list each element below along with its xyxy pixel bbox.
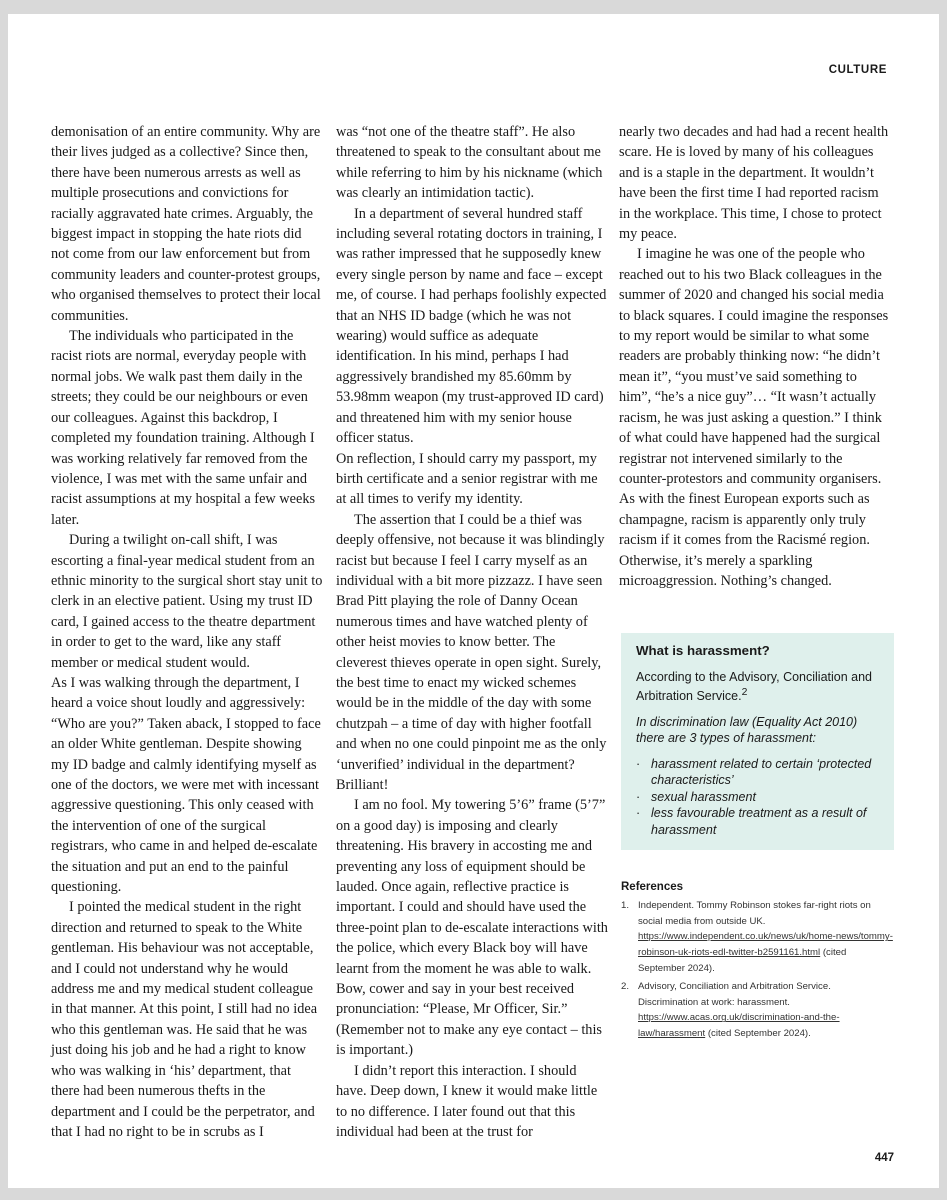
references-title: References bbox=[621, 881, 684, 893]
paragraph: I didn’t report this interaction. I should have. Deep down, I knew it would make little to no difference. I later found out that this individual had been at the trust for bbox=[336, 1062, 598, 1140]
reference-tail: (cited September 2024). bbox=[638, 947, 847, 974]
paragraph: The individuals who participated in the racist riots are normal, everyday people with normal jobs. We walk past them daily in the streets; they could be our neighbours or even our colleagues. Against this backdrop, I completed my foundation training. Although I was working relatively far removed from the violence, I was met with the same unfair and racist assumptions at my hospital a few weeks later. bbox=[51, 328, 316, 528]
reference-text: Independent. Tommy Robinson stokes far-right riots on social media from outside UK. bbox=[638, 899, 871, 927]
paragraph: As I was walking through the department, I heard a voice shout loudly and aggressively: “Who are you?” Taken aback, I stopped to face an older White gentleman. Despite showing my ID badge and calmly identifying myself as one of the doctors, we were met with incessant aggressive questioning. This only ceased with the intervention of one of the surgical registrars, who came in and helped de-escalate the situation and put an end to the painful questioning. bbox=[51, 674, 321, 896]
paragraph: was “not one of the theatre staff”. He also threatened to speak to the consultant about me while referring to him by his nickname (which was clearly an intimidation tactic). bbox=[336, 124, 603, 202]
article-column-2 bbox=[336, 122, 608, 1142]
reference-link[interactable]: https://www.acas.org.uk/discrimination-and-the-law/harassment bbox=[638, 1012, 840, 1040]
reference-number: 2. bbox=[621, 980, 630, 992]
reference-text: Advisory, Conciliation and Arbitration Service. Discrimination at work: harassment. bbox=[638, 980, 831, 1008]
paragraph: nearly two decades and had had a recent health scare. He is loved by many of his colleagues and is a staple in the department. It wouldn’t have been the first time I had reported racism in the workplace. This time, I chose to protect my peace. bbox=[619, 124, 889, 243]
harassment-info-box bbox=[621, 633, 894, 850]
info-box-law: In discrimination law (Equality Act 2010) there are 3 types of harassment: bbox=[636, 714, 858, 746]
paragraph: As with the finest European exports such as champagne, racism is apparently only truly racism if it comes from the Racismé region. Otherwise, it’s merely a sparkling microaggression. Nothing’s changed. bbox=[619, 491, 870, 589]
reference-number: 1. bbox=[621, 899, 630, 911]
reference-link[interactable]: https://www.independent.co.uk/news/uk/home-news/tommy-robinson-uk-riots-edl-twitter-b2591161.html bbox=[638, 931, 893, 959]
paragraph: During a twilight on-call shift, I was escorting a final-year medical student from an ethnic minority to the surgical short stay unit to clerk in an elective patient. Using my trust ID card, I gained access to the theatre department in order to get to the ward, like any staff member or medical student would. bbox=[51, 532, 323, 671]
paragraph: The assertion that I could be a thief was deeply offensive, not because it was blindingly racist but because I feel I carry myself as an individual with a bit more pizzazz. I have seen Brad Pitt playing the role of Danny Ocean numerous times and have watched plenty of other heist movies to know better. The cleverest thieves operate in open sight. Surely, the best time to enact my wicked schemes would be in the middle of the day with some chutzpah – a time of day with higher footfall and when no one could pinpoint me as the only ‘unverified’ individual in the department? Brilliant! bbox=[336, 511, 607, 793]
reference-item bbox=[621, 898, 893, 977]
list-item: · less favourable treatment as a result of harassment bbox=[636, 805, 881, 838]
harassment-types-list bbox=[636, 756, 881, 839]
page bbox=[8, 14, 939, 1188]
paragraph: I pointed the medical student in the right direction and returned to speak to the White gentleman. His behaviour was not acceptable, and I could not understand why he would address me and my medical student colleague in that manner. At this point, I still had no idea who this gentleman was. He said that he was just doing his job and he had a right to know who was walking in ‘his’ department, that there had been numerous thefts in the department and I could be the perpetrator, and that I had no right to be in scrubs as I bbox=[51, 899, 318, 1140]
info-box-title: What is harassment? bbox=[636, 643, 770, 658]
info-box-intro bbox=[636, 669, 881, 705]
paragraph: demonisation of an entire community. Why are their lives judged as a collective? Since then, there have been numerous arrests as well as multiple prosecutions and convictions for racially aggravated hate crimes. Arguably, the biggest impact in stopping the hate riots did not come from our law enforcement but from community leaders and counter-protest groups, who organised themselves to protect their local communities. bbox=[51, 124, 321, 324]
paragraph: I imagine he was one of the people who reached out to his two Black colleagues in the summer of 2020 and changed his social media to black squares. I could imagine the responses to my report would be similar to what some readers are probably thinking now: “he didn’t mean it”, “you must’ve said something to him”, “he’s a nice guy”… “It wasn’t actually racism, he was just asking a question.” I think of what could have happened had the surgical registrar not intervened similarly to the counter-protestors and community organisers. bbox=[619, 246, 889, 487]
article-column-3 bbox=[619, 122, 891, 591]
section-tag: CULTURE bbox=[828, 64, 887, 76]
references bbox=[621, 880, 893, 1044]
page-number: 447 bbox=[874, 1152, 894, 1164]
reference-item bbox=[621, 979, 893, 1042]
citation-superscript: 2 bbox=[741, 687, 748, 698]
paragraph: On reflection, I should carry my passport, my birth certificate and a senior registrar with me at all times to verify my identity. bbox=[336, 450, 598, 508]
paragraph: I am no fool. My towering 5’6” frame (5’7” on a good day) is imposing and clearly threatening. His bravery in accosting me and preventing any loss of equipment should be lauded. Once again, reflective practice is important. I could and should have used the three-point plan to de-escalate interactions with the police, which every Black boy will have learnt from the moment he was able to walk. Bow, cower and say in your best received pronunciation: “Please, Mr Officer, Sir.” (Remember not to make any eye contact – this is important.) bbox=[336, 797, 608, 1059]
references-list bbox=[621, 898, 893, 1042]
list-item: · harassment related to certain ‘protected characteristics’ bbox=[636, 756, 881, 789]
article-column-1 bbox=[51, 122, 323, 1142]
info-box-intro-text: According to the Advisory, Conciliation and Arbitration Service. bbox=[636, 669, 873, 704]
list-item: · sexual harassment bbox=[636, 789, 881, 806]
reference-tail: (cited September 2024). bbox=[705, 1028, 811, 1040]
paragraph: In a department of several hundred staff including several rotating doctors in training, I was rather impressed that he supposedly knew every single person by name and face – except me, of course. I had perhaps foolishly expected that an NHS ID badge (which he was not wearing) would suffice as adequate identification. In his mind, perhaps I had aggressively brandished my 85.60mm by 53.98mm weapon (my trust-approved ID card) and threatened him with my senior house officer status. bbox=[336, 205, 607, 447]
